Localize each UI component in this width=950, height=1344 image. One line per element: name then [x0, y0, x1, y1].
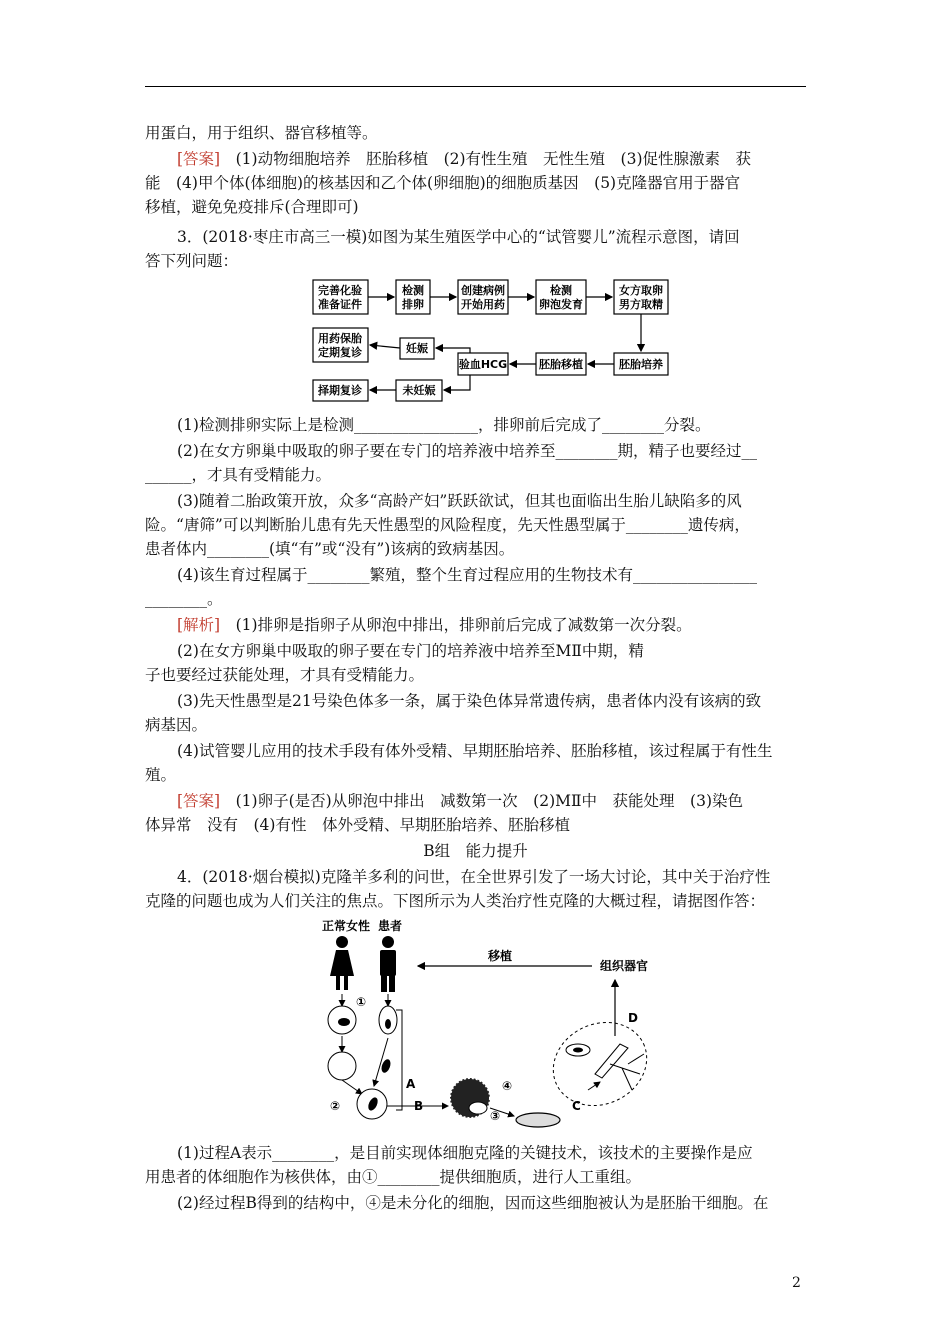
q3-sub3-line2: 险。“唐筛”可以判断胎儿患有先天性愚型的风险程度，先天性愚型属于________遗传病， — [145, 516, 750, 534]
q4-stem-line1: 4．(2018·烟台模拟)克隆羊多利的问世，在全世界引发了一场大讨论，其中关于治疗性 — [177, 868, 771, 886]
q3-stem-line2: 答下列问题： — [145, 252, 239, 270]
label-C: C — [572, 1099, 581, 1113]
q4-sub1-line2: 用患者的体细胞作为核供体，由①________提供细胞质，进行人工重组。 — [145, 1168, 642, 1186]
label-n4: ④ — [502, 1079, 513, 1093]
q4-stem-line2: 克隆的问题也成为人们关注的焦点。下图所示为人类治疗性克隆的大概过程，请据图作答： — [145, 892, 766, 910]
q4-sub2-line1: (2)经过程B得到的结构中，④是未分化的细胞，因而这些细胞被认为是胚胎干细胞。在 — [177, 1194, 769, 1212]
continued-line: 用蛋白，用于组织、器官移植等。 — [145, 124, 378, 142]
patient-icon — [380, 936, 396, 992]
label-n1: ① — [356, 995, 367, 1009]
analysis3-line3: 子也要经过获能处理，才具有受精能力。 — [145, 666, 425, 684]
ivf-flowchart — [310, 276, 680, 404]
label-normal-female: 正常女性 — [322, 919, 371, 933]
analysis3-line5: 病基因。 — [145, 716, 208, 734]
q3-sub3-line1: (3)随着二胎政策开放，众多“高龄产妇”跃跃欲试，但其也面临出生胎儿缺陷多的风 — [177, 492, 742, 510]
label-patient: 患者 — [378, 919, 403, 933]
flow-label-7: 胚胎移植 — [539, 358, 583, 371]
answer2-line1: [答案] (1)动物细胞培养 胚胎移植 (2)有性生殖 无性生殖 (3)促性腺激素 获 — [177, 150, 751, 168]
cloning-figure — [310, 914, 680, 1132]
flow-label-4b: 卵泡发育 — [539, 298, 583, 311]
flow-label-11: 未妊娠 — [402, 384, 436, 397]
label-n2: ② — [330, 1099, 341, 1113]
page-number: 2 — [792, 1275, 801, 1291]
q3-sub1: (1)检测排卵实际上是检测________________，排卵前后完成了________分裂。 — [177, 416, 711, 434]
flow-label-3a: 创建病例 — [461, 284, 505, 297]
flow-label-10b: 定期复诊 — [318, 346, 362, 359]
q3-stem-line1: 3．(2018·枣庄市高三一模)如图为某生殖医学中心的“试管婴儿”流程示意图，请回 — [177, 228, 740, 246]
blastocyst — [450, 1078, 490, 1118]
flow-label-9: 妊娠 — [406, 342, 428, 355]
answer2-line2: 能 (4)甲个体(体细胞)的核基因和乙个体(卵细胞)的细胞质基因 (5)克隆器官用于器官 — [145, 174, 741, 192]
q3-sub4-line2: ________。 — [145, 590, 223, 608]
q4-sub1-line1: (1)过程A表示________，是目前实现体细胞克隆的关键技术，该技术的主要操作是应 — [177, 1144, 753, 1162]
answer3-line1: [答案] (1)卵子(是否)从卵泡中排出 减数第一次 (2)MⅡ中 获能处理 (3)染色 — [177, 792, 743, 810]
culture-dish — [516, 1113, 560, 1127]
flow-label-1a: 完善化验 — [318, 284, 362, 297]
analysis-tag: [解析] — [177, 616, 221, 634]
answer2-line3: 移植，避免免疫排斥(合理即可) — [145, 198, 359, 216]
flow-label-8: 验血HCG — [458, 358, 508, 371]
answer-tag: [答案] — [177, 150, 221, 168]
flow-label-1b: 准备证件 — [318, 298, 362, 311]
label-A: A — [406, 1077, 416, 1091]
flow-label-12: 择期复诊 — [318, 384, 362, 397]
answer3-line2: 体异常 没有 (4)有性 体外受精、早期胚胎培养、胚胎移植 — [145, 816, 570, 834]
differentiated-cells — [540, 1007, 661, 1120]
label-transplant: 移植 — [488, 949, 513, 963]
flow-label-5b: 男方取精 — [619, 298, 663, 311]
enucleated-egg — [328, 1052, 356, 1080]
label-B: B — [414, 1099, 424, 1113]
analysis3-line4: (3)先天性愚型是21号染色体多一条，属于染色体异常遗传病，患者体内没有该病的致 — [177, 692, 762, 710]
flow-label-3b: 开始用药 — [461, 298, 505, 311]
header-rule — [145, 86, 806, 87]
flow-label-10a: 用药保胎 — [318, 332, 362, 345]
q3-sub2-line2: ______，才具有受精能力。 — [145, 466, 332, 484]
flow-label-4a: 检测 — [550, 284, 572, 297]
answer-tag: [答案] — [177, 792, 221, 810]
analysis3-line6: (4)试管婴儿应用的技术手段有体外受精、早期胚胎培养、胚胎移植，该过程属于有性生 — [177, 742, 773, 760]
flow-label-5a: 女方取卵 — [619, 284, 663, 297]
flow-label-2a: 检测 — [402, 284, 424, 297]
label-organ: 组织器官 — [600, 959, 649, 973]
q3-sub3-line3: 患者体内________(填“有”或“没有”)该病的致病基因。 — [145, 540, 515, 558]
analysis3-line1: [解析] (1)排卵是指卵子从卵泡中排出，排卵前后完成了减数第一次分裂。 — [177, 616, 692, 634]
analysis3-line7: 殖。 — [145, 766, 177, 784]
label-n3: ③ — [490, 1109, 501, 1123]
label-D: D — [628, 1011, 638, 1025]
analysis3-line2: (2)在女方卵巢中吸取的卵子要在专门的培养液中培养至MⅡ中期，精 — [177, 642, 644, 660]
female-icon — [330, 936, 354, 990]
q3-sub4-line1: (4)该生育过程属于________繁殖，整个生育过程应用的生物技术有________________ — [177, 566, 757, 584]
q3-sub2-line1: (2)在女方卵巢中吸取的卵子要在专门的培养液中培养至________期，精子也要经过__ — [177, 442, 757, 460]
flow-label-6: 胚胎培养 — [619, 358, 663, 371]
flow-label-2b: 排卵 — [402, 298, 424, 311]
section-heading: B组 能力提升 — [423, 842, 528, 860]
